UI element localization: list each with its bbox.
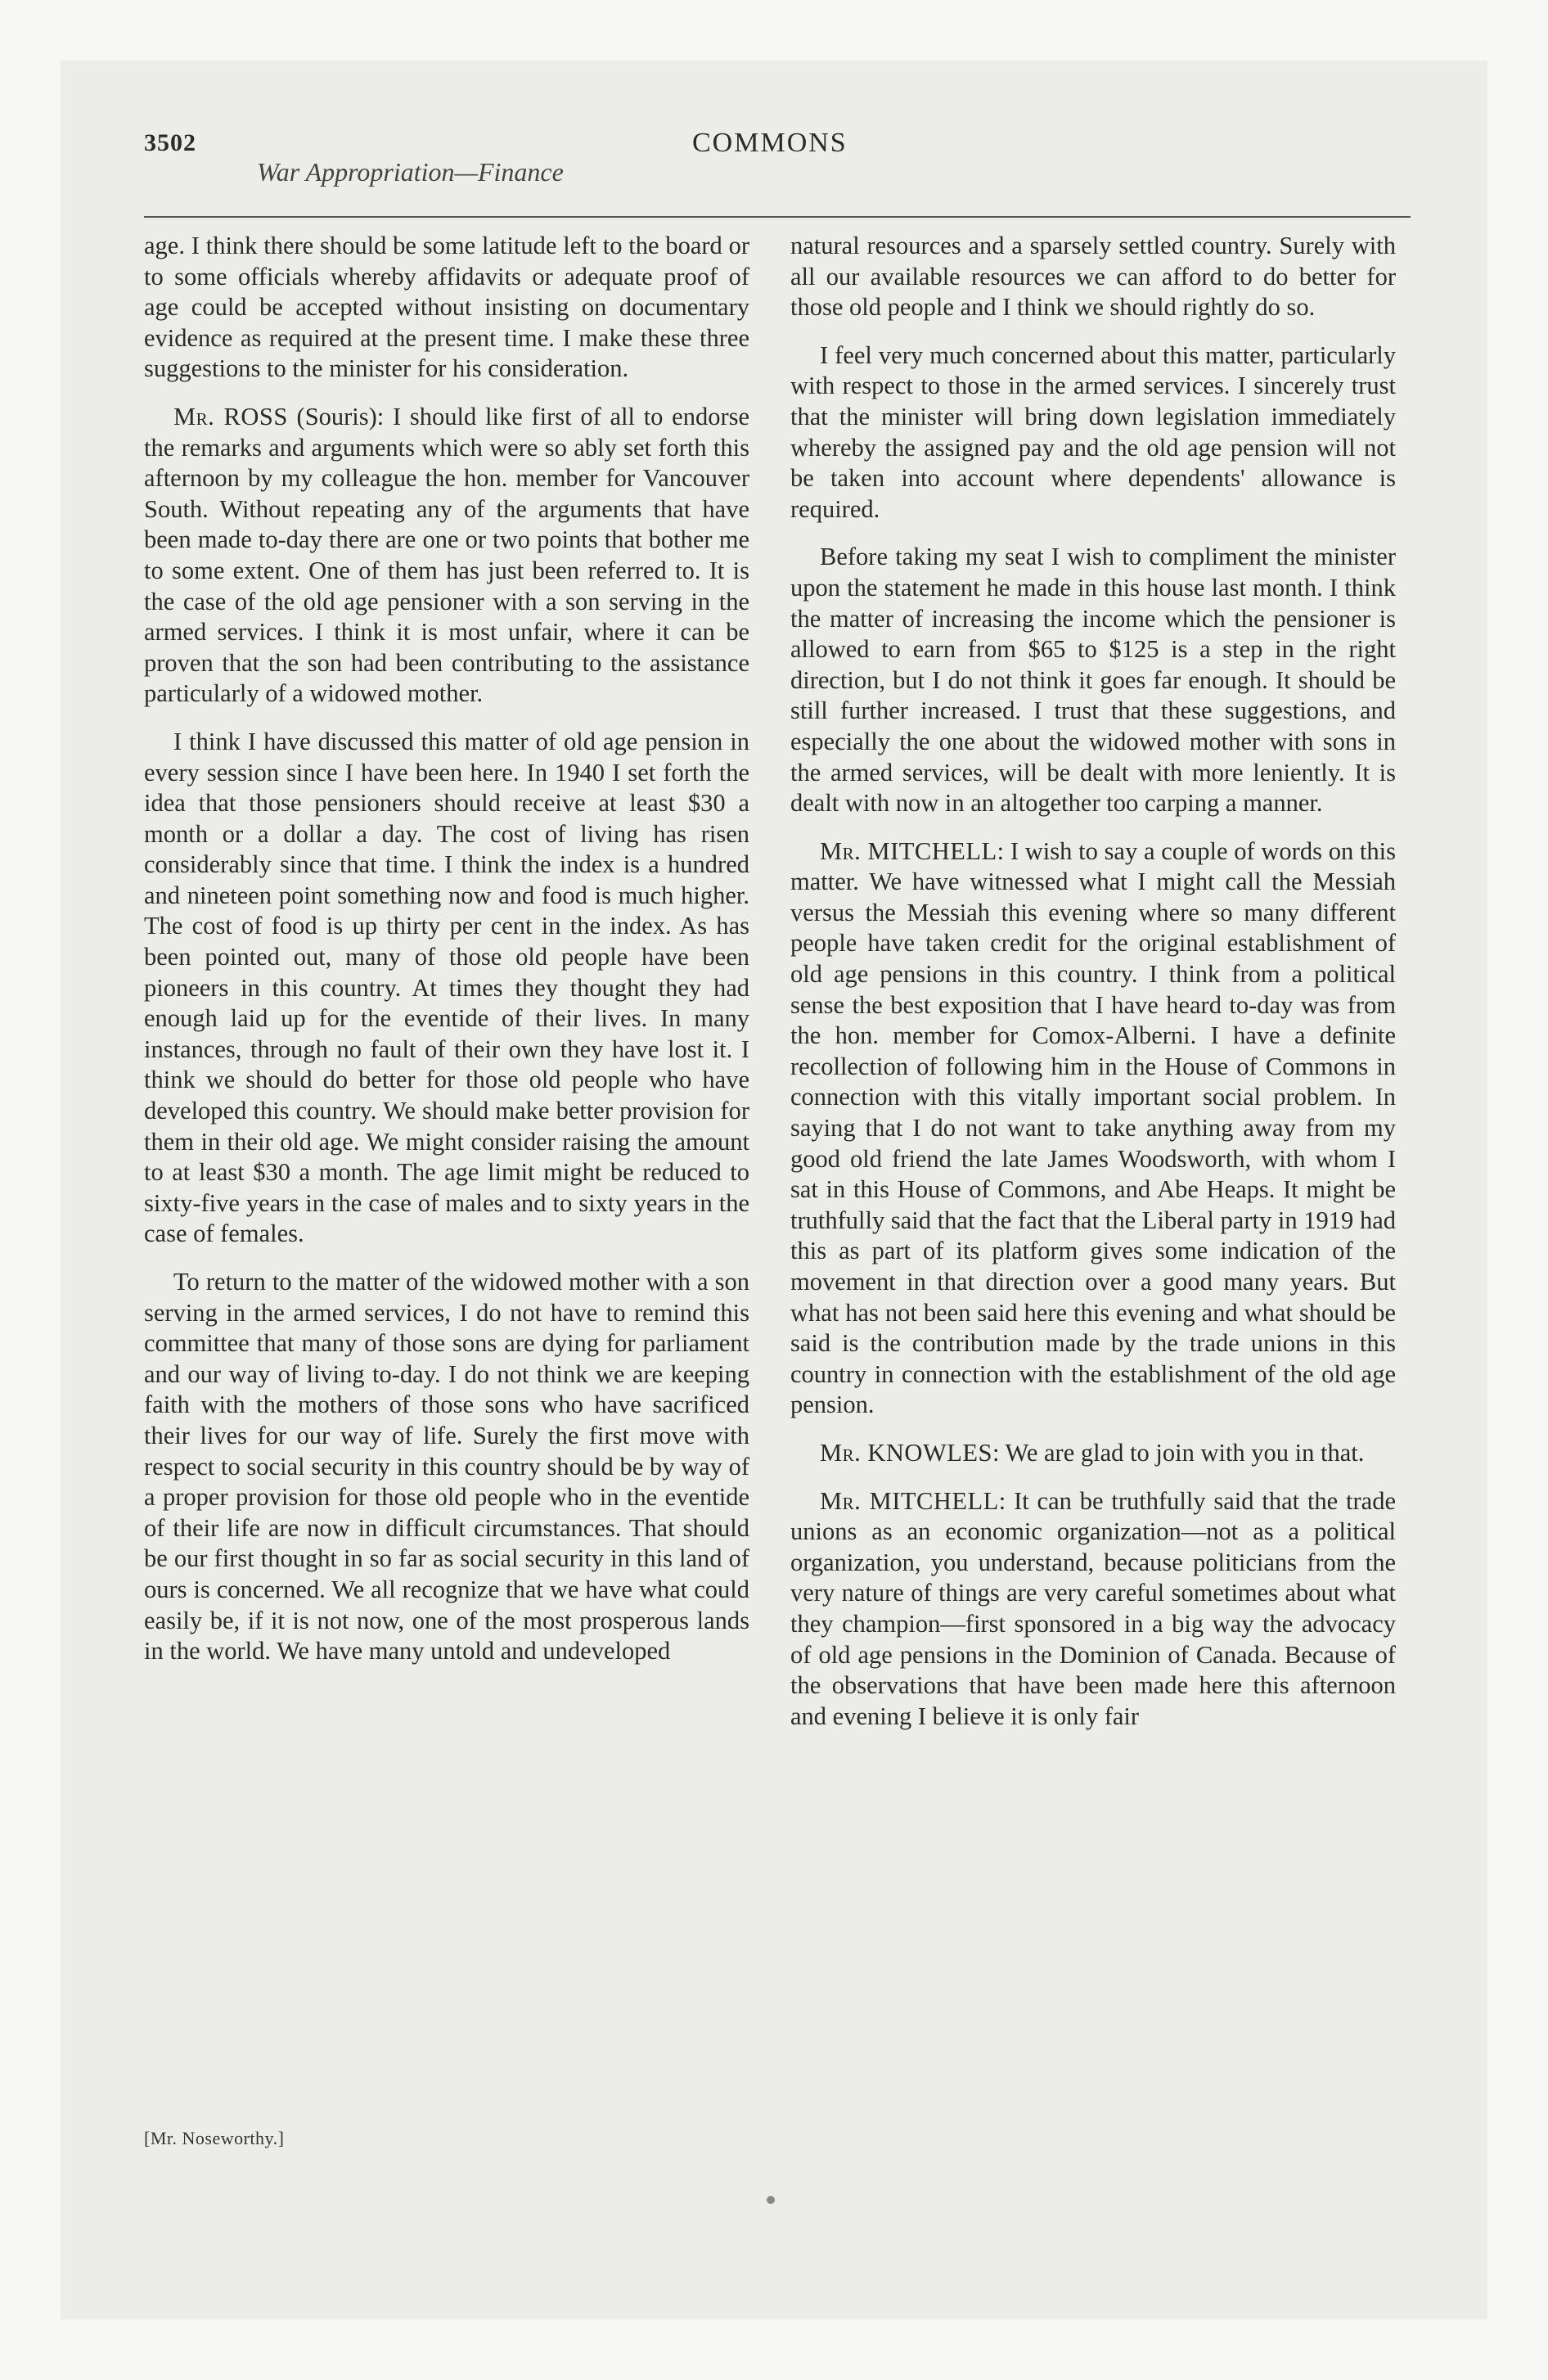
paragraph bbox=[790, 836, 1396, 1421]
page-number: 3502 bbox=[144, 129, 196, 156]
journal-title: COMMONS bbox=[692, 128, 848, 158]
speech-text: : We are glad to join with you in that. bbox=[992, 1438, 1365, 1467]
speech-text: : It can be truthfully said that the trade unions as an economic organization—not as a political organization, you understand, because politicians from the very nature of things are very careful sometimes about what they champion—first sponsored in a big way the advocacy of old age pensions in the Dominion of Canada. Because of the observations that have been made here this afternoon and evening I believe it is only fair bbox=[790, 1486, 1396, 1730]
paragraph: natural resources and a sparsely settled country. Surely with all our available resources we can afford to do better for those old people and I think we should rightly do so. bbox=[790, 232, 1396, 322]
paragraph: To return to the matter of the widowed mother with a son serving in the armed services, I do not have to remind this committee that many of those sons are dying for parliament and our way of living to-day. I do not think we are keeping faith with the mothers of those sons who have sacrificed their lives for our way of life. Surely the first move with respect to social security in this country should be by way of a proper provision for those old people who in the eventide of their life are now in difficult circumstances. That should be our first thought in so far as social security in this land of ours is concerned. We all recognize that we have what could easily be, if it is not now, one of the most prosperous lands in the world. We have many untold and undeveloped bbox=[144, 1268, 749, 1666]
speech-text: (Souris): I should like first of all to endorse the remarks and arguments which were so ably set forth this afternoon by my colleague the hon. member for Vancouver South. Without repeating any of the arguments that have been made to-day there are one or two points that bother me to some extent. One of them has just been referred to. It is the case of the old age pensioner with a son serving in the armed services. I think it is most unfair, where it can be proven that the son had been contributing to the assistance particularly of a widowed mother. bbox=[144, 402, 750, 708]
paragraph: I feel very much concerned about this matter, particularly with respect to those in the armed services. I sincerely trust that the minister will bring down legislation immediately whereby the assigned pay and the old age pension will not be taken into account where dependents' allowance is required. bbox=[790, 340, 1396, 523]
page-header bbox=[144, 124, 1404, 214]
speaker-name: Mr. KNOWLES bbox=[820, 1438, 992, 1467]
paragraph bbox=[790, 1486, 1396, 1733]
speaker-name: Mr. ROSS bbox=[173, 402, 288, 430]
footnote: [Mr. Noseworthy.] bbox=[144, 2128, 285, 2148]
paragraph bbox=[790, 1438, 1396, 1469]
speaker-name: Mr. MITCHELL bbox=[820, 1486, 999, 1515]
right-column bbox=[790, 231, 1396, 1749]
running-head: War Appropriation—Finance bbox=[257, 157, 564, 187]
paragraph bbox=[144, 402, 749, 710]
left-column bbox=[144, 231, 749, 1684]
header-rule bbox=[144, 216, 1411, 218]
printer-dot bbox=[767, 2196, 775, 2204]
speech-text: : I wish to say a couple of words on this matter. We have witnessed what I might call the Messiah versus the Messiah this evening where so many different people have taken credit for the original establishment of old age pensions in this country. I think from a political sense the best exposition that I have heard to-day was from the hon. member for Comox-Alberni. I have a definite recollection of following him in the House of Commons in connection with this vitally important social problem. In saying that I do not want to take anything away from my good old friend the late James Woodsworth, with whom I sat in this House of Commons, and Abe Heaps. It might be truthfully said that the fact that the Liberal party in 1919 had this as part of its platform gives some indication of the movement in that direction over a good many years. But what has not been said here this evening and what should be said is the contribution made by the trade unions in this country in connection with the establishment of the old age pension. bbox=[790, 836, 1396, 1419]
paragraph: age. I think there should be some latitude left to the board or to some officials whereby affidavits or adequate proof of age could be accepted without insisting on documentary evidence as required at the present time. I make these three suggestions to the minister for his consideration. bbox=[144, 232, 749, 383]
paragraph: I think I have discussed this matter of old age pension in every session since I have been here. In 1940 I set forth the idea that those pensioners should receive at least $30 a month or a dollar a day. The cost of living has risen considerably since that time. I think the index is a hundred and nineteen point something now and food is much higher. The cost of food is up thirty per cent in the index. As has been pointed out, many of those old people have been pioneers in this country. At times they thought they had enough laid up for the eventide of their lives. In many instances, through no fault of their own they have lost it. I think we should do better for those old people who have developed this country. We should make better provision for them in their old age. We might consider raising the amount to at least $30 a month. The age limit might be reduced to sixty-five years in the case of males and to sixty years in the case of females. bbox=[144, 727, 749, 1248]
paragraph: Before taking my seat I wish to compliment the minister upon the statement he made in this house last month. I think the matter of increasing the income which the pensioner is allowed to earn from $65 to $125 is a step in the right direction, but I do not think it goes far enough. It should be still further increased. I trust that these suggestions, and especially the one about the widowed mother with sons in the armed services, will be dealt with more leniently. It is dealt with now in an altogether too carping a manner. bbox=[790, 543, 1396, 818]
speaker-name: Mr. MITCHELL bbox=[820, 836, 997, 865]
